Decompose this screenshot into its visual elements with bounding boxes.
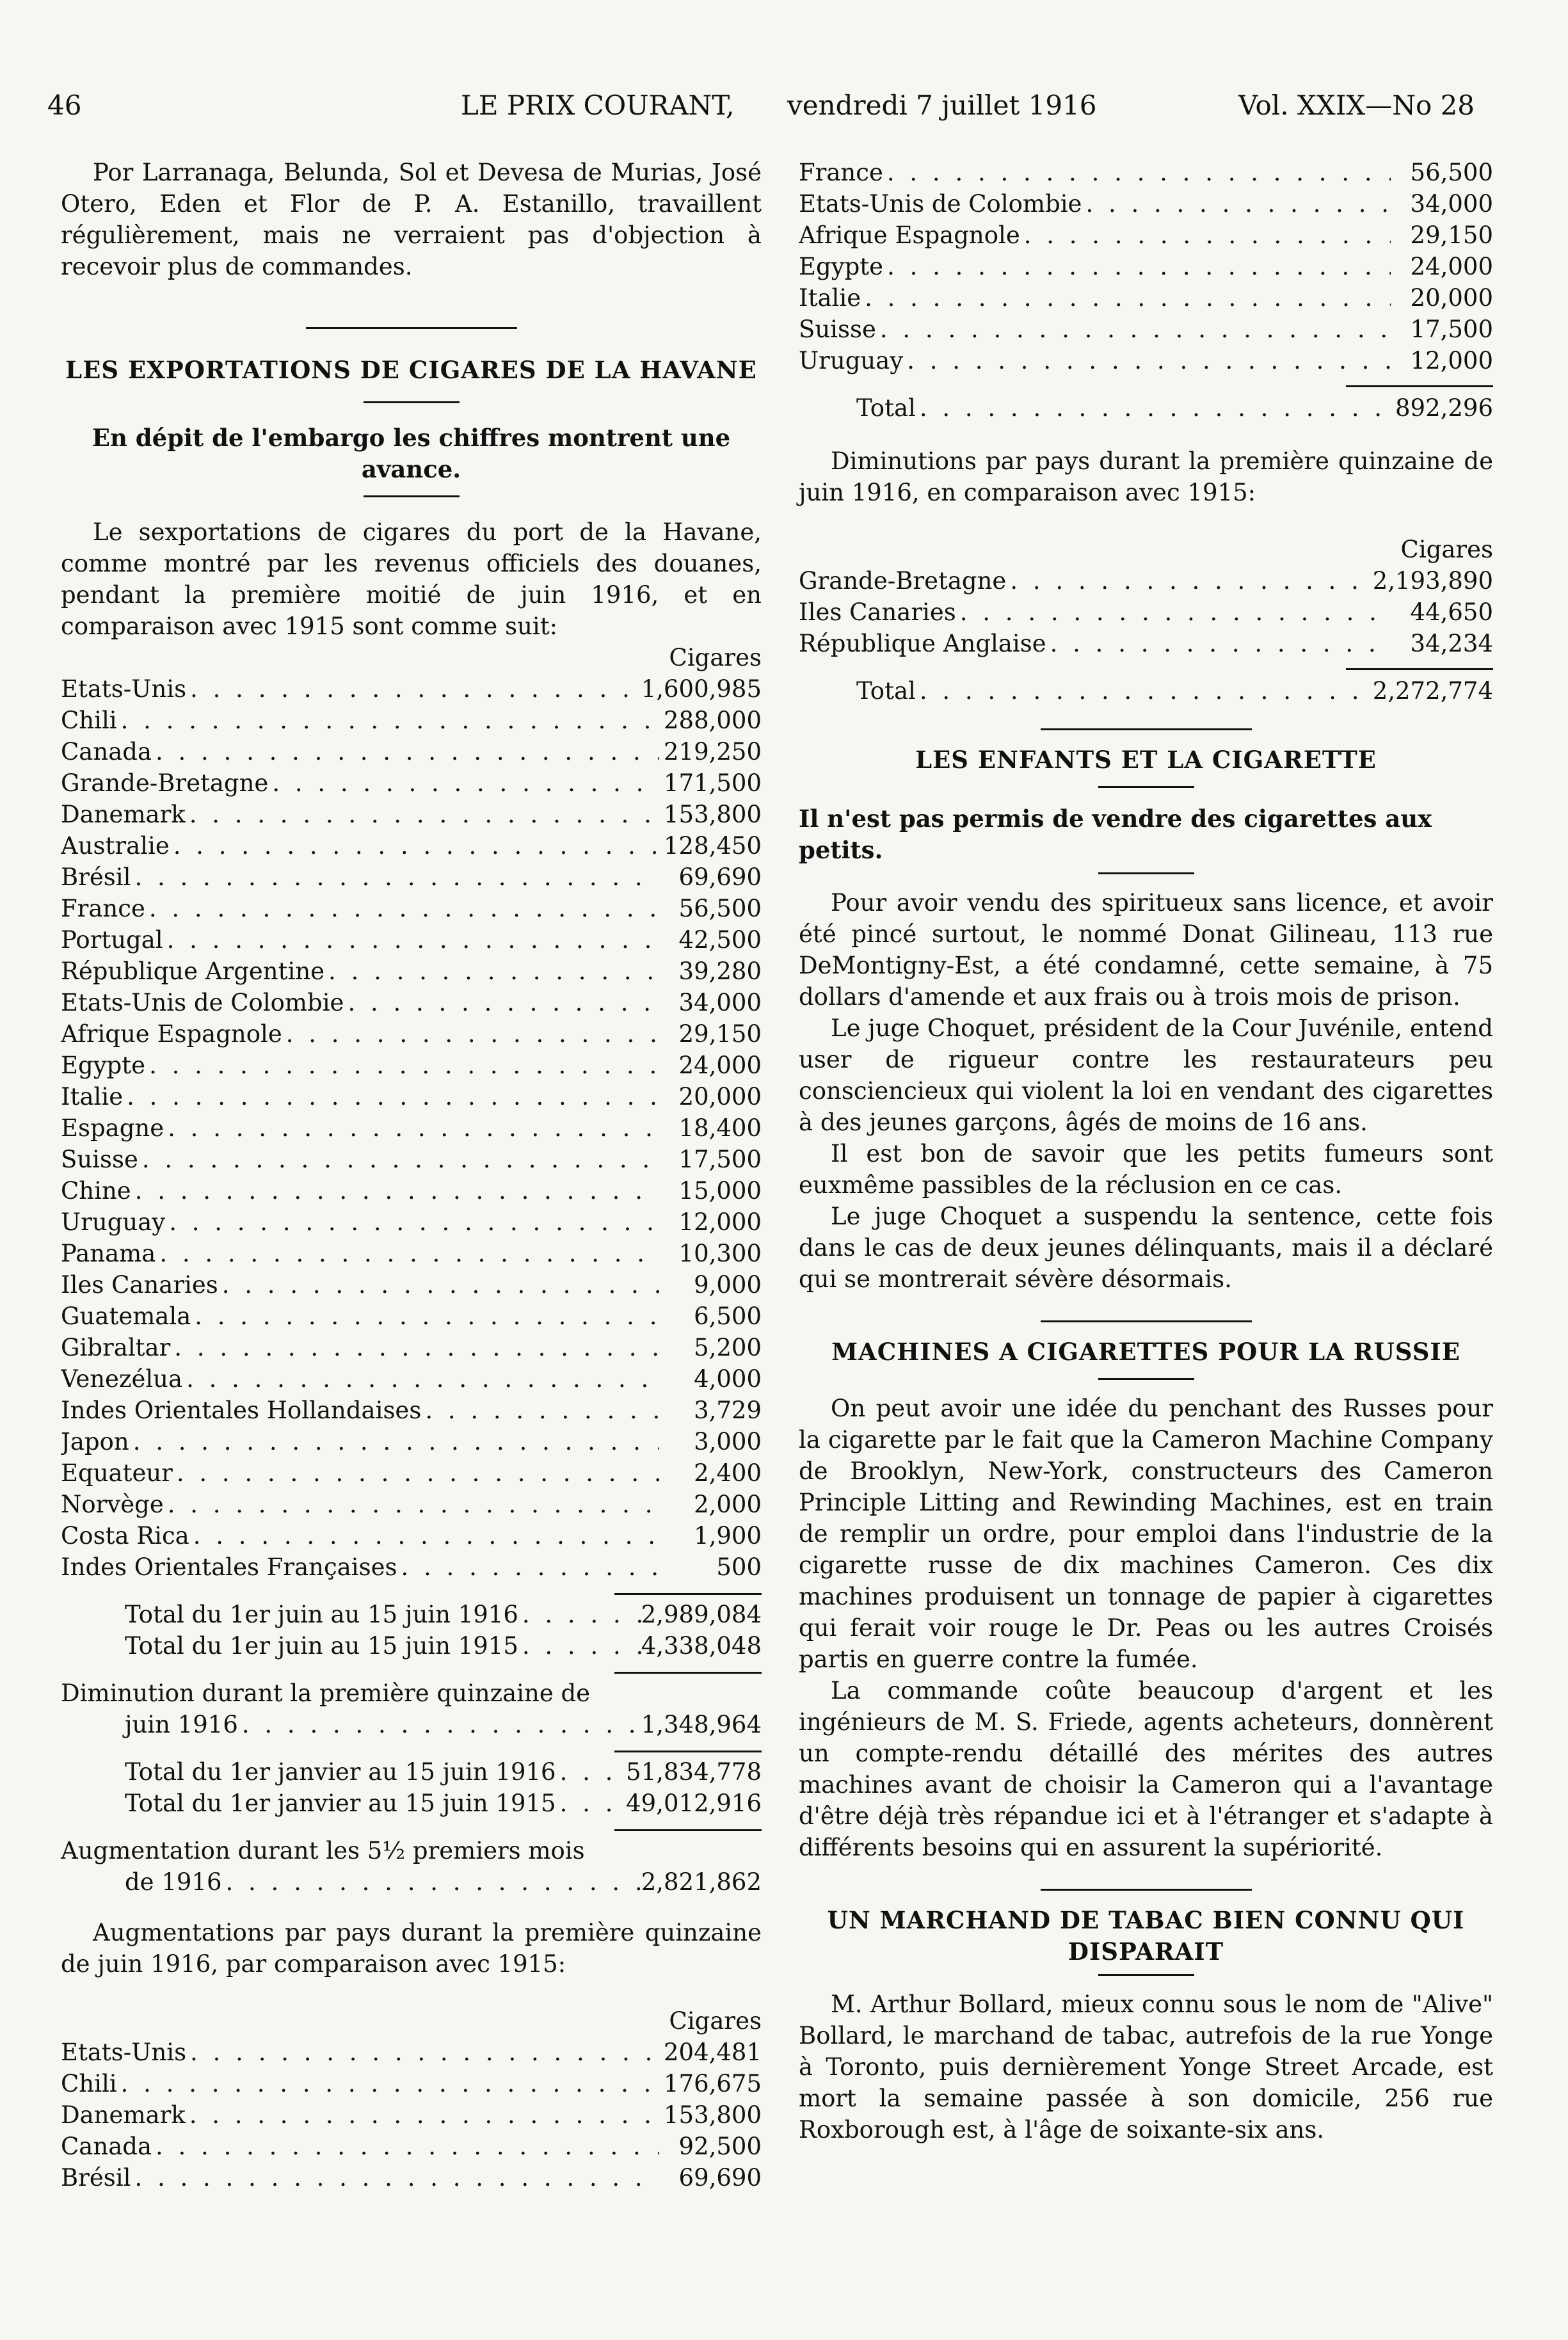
section-rule xyxy=(364,495,460,497)
table-row xyxy=(61,1018,762,1050)
total-value: 51,834,778 xyxy=(626,1758,762,1786)
country-label: Danemark xyxy=(61,2101,186,2129)
article2-title: LES ENFANTS ET LA CIGARETTE xyxy=(915,746,1377,774)
right-column xyxy=(799,157,1493,2145)
country-label: France xyxy=(61,895,145,922)
cigar-count: 3,729 xyxy=(694,1397,762,1424)
augmentation-value: 2,821,862 xyxy=(641,1868,762,1896)
augmentation-label: de 1916 xyxy=(125,1868,222,1896)
total-value: 2,272,774 xyxy=(1372,677,1493,705)
cigar-count: 9,000 xyxy=(694,1271,762,1299)
country-label: Brésil xyxy=(61,2164,131,2192)
country-label: Egypte xyxy=(61,1052,146,1079)
body-paragraph: La commande coûte beaucoup d'argent et les ingénieurs de M. S. Friede, agents acheteurs, donnèrent un compte-rendu détaillé des mérites des autres machines avant de choisir la Cameron qui a l'avantage d'être déjà très répandue ici et à l'étranger et s'adapte à différents besoins qui en assurent la supériorité. xyxy=(799,1677,1493,1861)
cigar-count: 4,000 xyxy=(694,1365,762,1393)
table-row xyxy=(61,893,762,924)
cigar-count: 20,000 xyxy=(1410,284,1493,312)
section-rule xyxy=(1098,1378,1194,1380)
decreases-table xyxy=(799,565,1493,659)
cigar-count: 34,234 xyxy=(1410,630,1493,657)
country-label: Costa Rica xyxy=(61,1522,189,1550)
table-row xyxy=(799,628,1493,659)
cigar-count: 153,800 xyxy=(663,801,762,828)
table-row xyxy=(61,2099,762,2131)
country-label: Guatemala xyxy=(61,1302,191,1330)
sum-rule xyxy=(614,1672,762,1674)
section-rule xyxy=(1098,1974,1194,1976)
cigar-count: 17,500 xyxy=(678,1146,762,1173)
country-label: République Anglaise xyxy=(799,630,1046,657)
decreases-paragraph: Diminutions par pays durant la première quinzaine de juin 1916, en comparaison avec 1915: xyxy=(799,447,1493,506)
total-label: Total du 1er janvier au 15 juin 1916 xyxy=(125,1758,556,1786)
table-row xyxy=(799,157,1493,188)
country-label: Danemark xyxy=(61,801,186,828)
cigar-count: 69,690 xyxy=(678,2164,762,2192)
cigar-count: 153,800 xyxy=(663,2101,762,2129)
total-row xyxy=(61,1756,762,1788)
table-row xyxy=(61,1269,762,1301)
table-row xyxy=(799,597,1493,628)
table-row xyxy=(61,924,762,956)
body-paragraph: Le juge Choquet, président de la Cour Juvénile, entend user de rigueur contre les restaurateurs peu consciencieux qui violent la loi en vendant des cigarettes à des jeunes garçons, âgés de moins de 16 ans. xyxy=(799,1014,1493,1136)
cigar-count: 20,000 xyxy=(678,1083,762,1110)
table-row xyxy=(799,345,1493,376)
country-label: Afrique Espagnole xyxy=(61,1020,282,1048)
table-row xyxy=(799,314,1493,345)
country-label: Indes Orientales Hollandaises xyxy=(61,1397,422,1424)
table-row xyxy=(61,1112,762,1144)
country-label: Italie xyxy=(61,1083,124,1110)
cigar-count: 56,500 xyxy=(1410,159,1493,186)
body-paragraph: Le juge Choquet a suspendu la sentence, cette fois dans le cas de deux jeunes délinquants, mais il a déclaré qui se montrerait sévère désormais. xyxy=(799,1203,1493,1293)
article1-title: LES EXPORTATIONS DE CIGARES DE LA HAVANE xyxy=(65,356,757,384)
cigar-count: 2,400 xyxy=(694,1459,762,1487)
cigar-count: 17,500 xyxy=(1410,316,1493,343)
decreases-total-row xyxy=(799,675,1493,707)
country-label: Venezélua xyxy=(61,1365,183,1393)
cigar-count: 29,150 xyxy=(678,1020,762,1048)
article1-paragraph: Le sexportations de cigares du port de la Havane, comme montré par les revenus officiels des douanes, pendant la première moitié de juin 1916, et en comparaison avec 1915 sont comme suit: xyxy=(61,518,762,640)
diminution-label-line: Diminution durant la première quinzaine de xyxy=(61,1679,591,1707)
country-label: Uruguay xyxy=(799,347,904,374)
country-label: Chili xyxy=(61,2070,117,2097)
table-row xyxy=(61,705,762,736)
sum-rule xyxy=(614,1829,762,1831)
country-label: Italie xyxy=(799,284,861,312)
table-row xyxy=(61,1489,762,1520)
country-label: Japon xyxy=(61,1428,129,1455)
intro-paragraph: Por Larranaga, Belunda, Sol et Devesa de Murias, José Otero, Eden et Flor de P. A. Estanillo, travaillent régulièrement, mais ne verraient pas d'objection à recevoir plus de commandes. xyxy=(61,159,762,280)
table-row xyxy=(61,1301,762,1332)
cigar-count: 34,000 xyxy=(1410,190,1493,218)
country-label: Suisse xyxy=(61,1146,138,1173)
sum-rule xyxy=(614,1751,762,1752)
table-row xyxy=(61,2068,762,2099)
table-row xyxy=(61,1520,762,1551)
country-label: Egypte xyxy=(799,253,884,280)
cigar-count: 15,000 xyxy=(678,1177,762,1205)
diminution-value: 1,348,964 xyxy=(641,1711,762,1738)
cigar-count: 2,193,890 xyxy=(1372,567,1493,595)
table-row xyxy=(799,188,1493,220)
country-label: Canada xyxy=(61,2133,152,2160)
country-label: Grande-Bretagne xyxy=(61,769,269,797)
body-paragraph: Il est bon de savoir que les petits fumeurs sont euxmême passibles de la réclusion en ce cas. xyxy=(799,1140,1493,1199)
country-label: Norvège xyxy=(61,1491,164,1518)
increases-total-row xyxy=(799,392,1493,424)
section-rule xyxy=(306,327,517,329)
table-row xyxy=(799,282,1493,314)
cigar-count: 500 xyxy=(716,1553,762,1581)
article4-title: UN MARCHAND DE TABAC BIEN CONNU QUI DISPARAIT xyxy=(827,1906,1465,1966)
total-value: 2,989,084 xyxy=(641,1601,762,1628)
country-label: Gibraltar xyxy=(61,1334,171,1361)
cigar-count: 171,500 xyxy=(663,769,762,797)
body-paragraph: On peut avoir une idée du penchant des Russes pour la cigarette par le fait que la Cameron Machine Company de Brooklyn, New-York, constructeurs des Cameron Principle Litting and Rewinding Machines, est en train de remplir un ordre, pour emploi dans l'industrie de la cigarette russe de dix machines Cameron. Ces dix machines produisent un tonnage de papier à cigarettes qui ferait voir rouge le Dr. Peas ou les autres Croisés partis en guerre contre la fumée. xyxy=(799,1395,1493,1673)
article4-paragraph: M. Arthur Bollard, mieux connu sous le nom de "Alive" Bollard, le marchand de tabac, autrefois de la rue Yonge à Toronto, puis dernièrement Yonge Street Arcade, est mort la semaine passée à son domicile, 256 rue Roxborough est, à l'âge de soixante-six ans. xyxy=(799,1991,1493,2144)
section-rule xyxy=(1098,872,1194,874)
journal-name: LE PRIX COURANT, xyxy=(461,90,735,121)
country-label: République Argentine xyxy=(61,958,325,985)
table-row xyxy=(799,220,1493,251)
table-row xyxy=(61,1206,762,1238)
table-row xyxy=(61,1332,762,1363)
total-row xyxy=(61,1599,762,1630)
cigar-count: 5,200 xyxy=(694,1334,762,1361)
diminution-row xyxy=(61,1709,762,1740)
cigar-count: 1,900 xyxy=(694,1522,762,1550)
table-row xyxy=(61,767,762,799)
table-row xyxy=(61,799,762,830)
table-row xyxy=(61,1050,762,1081)
country-label: Equateur xyxy=(61,1459,173,1487)
cigar-count: 288,000 xyxy=(663,707,762,734)
cigar-count: 42,500 xyxy=(678,926,762,954)
table-row xyxy=(799,565,1493,597)
cigar-count: 10,300 xyxy=(678,1240,762,1267)
cigar-count: 29,150 xyxy=(1410,221,1493,249)
table-row xyxy=(61,1395,762,1426)
total-label: Total du 1er juin au 15 juin 1916 xyxy=(125,1601,518,1628)
country-label: Chine xyxy=(61,1177,131,1205)
cigar-count: 56,500 xyxy=(678,895,762,922)
page-header xyxy=(45,90,1498,128)
cigar-count: 12,000 xyxy=(678,1208,762,1236)
total-value: 49,012,916 xyxy=(626,1790,762,1817)
total-label: Total du 1er juin au 15 juin 1915 xyxy=(125,1632,518,1660)
table-row xyxy=(61,1426,762,1457)
diminution-label: juin 1916 xyxy=(125,1711,238,1738)
cigar-count: 44,650 xyxy=(1410,598,1493,626)
cigar-count: 176,675 xyxy=(663,2070,762,2097)
country-label: Etats-Unis de Colombie xyxy=(799,190,1082,218)
table-row xyxy=(61,1238,762,1269)
page-number: 46 xyxy=(47,90,82,121)
cigar-count: 2,000 xyxy=(694,1491,762,1518)
country-label: Etats-Unis de Colombie xyxy=(61,989,344,1016)
table-row xyxy=(61,2162,762,2193)
sum-rule xyxy=(1346,668,1493,670)
volume-number: Vol. XXIX—No 28 xyxy=(1238,90,1475,121)
article2-body xyxy=(799,887,1493,1295)
section-rule xyxy=(1041,1320,1252,1322)
augmentation-label-line: Augmentation durant les 5½ premiers mois xyxy=(61,1837,585,1864)
exports-table xyxy=(61,673,762,1583)
country-label: Etats-Unis xyxy=(61,675,187,703)
table-row xyxy=(61,1363,762,1395)
country-label: Australie xyxy=(61,832,170,860)
table-row xyxy=(799,251,1493,282)
cigar-count: 69,690 xyxy=(678,863,762,891)
article2-subtitle: Il n'est pas permis de vendre des cigarettes aux petits. xyxy=(799,805,1432,864)
country-label: Portugal xyxy=(61,926,163,954)
table-row xyxy=(61,1457,762,1489)
increases-table-continued xyxy=(799,157,1493,376)
exports-column-header: Cigares xyxy=(669,644,762,671)
country-label: Iles Canaries xyxy=(799,598,956,626)
cigar-count: 1,600,985 xyxy=(641,675,762,703)
table-row xyxy=(61,673,762,705)
country-label: Chili xyxy=(61,707,117,734)
table-row xyxy=(61,956,762,987)
section-rule xyxy=(1041,1889,1252,1891)
cigar-count: 92,500 xyxy=(678,2133,762,2160)
increases-column-header: Cigares xyxy=(669,2007,762,2035)
body-paragraph: Pour avoir vendu des spiritueux sans licence, et avoir été pincé surtout, le nommé Donat Gilineau, 113 rue DeMontigny-Est, a été condamné, cette semaine, à 75 dollars d'amende et aux frais ou à trois mois de prison. xyxy=(799,889,1493,1011)
issue-date: vendredi 7 juillet 1916 xyxy=(787,90,1097,121)
cigar-count: 24,000 xyxy=(1410,253,1493,280)
country-label: Grande-Bretagne xyxy=(799,567,1007,595)
table-row xyxy=(61,1175,762,1206)
total-label: Total xyxy=(856,394,916,422)
sum-rule xyxy=(614,1593,762,1595)
left-column xyxy=(61,157,762,2193)
country-label: Panama xyxy=(61,1240,156,1267)
increases-paragraph: Augmentations par pays durant la première quinzaine de juin 1916, par comparaison avec 1915: xyxy=(61,1919,762,1978)
cigar-count: 39,280 xyxy=(678,958,762,985)
table-row xyxy=(61,987,762,1018)
country-label: Indes Orientales Françaises xyxy=(61,1553,397,1581)
total-value: 4,338,048 xyxy=(641,1632,762,1660)
article3-title: MACHINES A CIGARETTES POUR LA RUSSIE xyxy=(831,1338,1460,1366)
section-rule xyxy=(364,401,460,403)
augmentation-row xyxy=(61,1866,762,1898)
total-label: Total xyxy=(856,677,916,705)
cigar-count: 24,000 xyxy=(678,1052,762,1079)
total-row xyxy=(61,1788,762,1819)
table-row xyxy=(61,1144,762,1175)
cigar-count: 12,000 xyxy=(1410,347,1493,374)
cigar-count: 3,000 xyxy=(694,1428,762,1455)
country-label: Uruguay xyxy=(61,1208,166,1236)
country-label: Etats-Unis xyxy=(61,2039,187,2066)
country-label: Canada xyxy=(61,738,152,765)
section-rule xyxy=(1098,786,1194,788)
table-row xyxy=(61,861,762,893)
country-label: Espagne xyxy=(61,1114,164,1142)
table-row xyxy=(61,830,762,861)
cigar-count: 18,400 xyxy=(678,1114,762,1142)
cigar-count: 204,481 xyxy=(663,2039,762,2066)
total-label: Total du 1er janvier au 15 juin 1915 xyxy=(125,1790,556,1817)
country-label: Brésil xyxy=(61,863,131,891)
table-row xyxy=(61,1081,762,1112)
cigar-count: 6,500 xyxy=(694,1302,762,1330)
article1-subtitle: En dépit de l'embargo les chiffres montrent une avance. xyxy=(92,424,731,483)
table-row xyxy=(61,736,762,767)
article3-body xyxy=(799,1393,1493,1863)
table-row xyxy=(61,1551,762,1583)
cigar-count: 219,250 xyxy=(663,738,762,765)
total-row xyxy=(61,1630,762,1662)
table-row xyxy=(61,2131,762,2162)
total-value: 892,296 xyxy=(1395,394,1493,422)
cigar-count: 34,000 xyxy=(678,989,762,1016)
decreases-column-header: Cigares xyxy=(1400,536,1493,563)
sum-rule xyxy=(1346,385,1493,387)
country-label: Suisse xyxy=(799,316,876,343)
country-label: France xyxy=(799,159,883,186)
table-row xyxy=(61,2037,762,2068)
country-label: Afrique Espagnole xyxy=(799,221,1020,249)
country-label: Iles Canaries xyxy=(61,1271,218,1299)
section-rule xyxy=(1041,728,1252,730)
cigar-count: 128,450 xyxy=(663,832,762,860)
increases-table xyxy=(61,2037,762,2193)
